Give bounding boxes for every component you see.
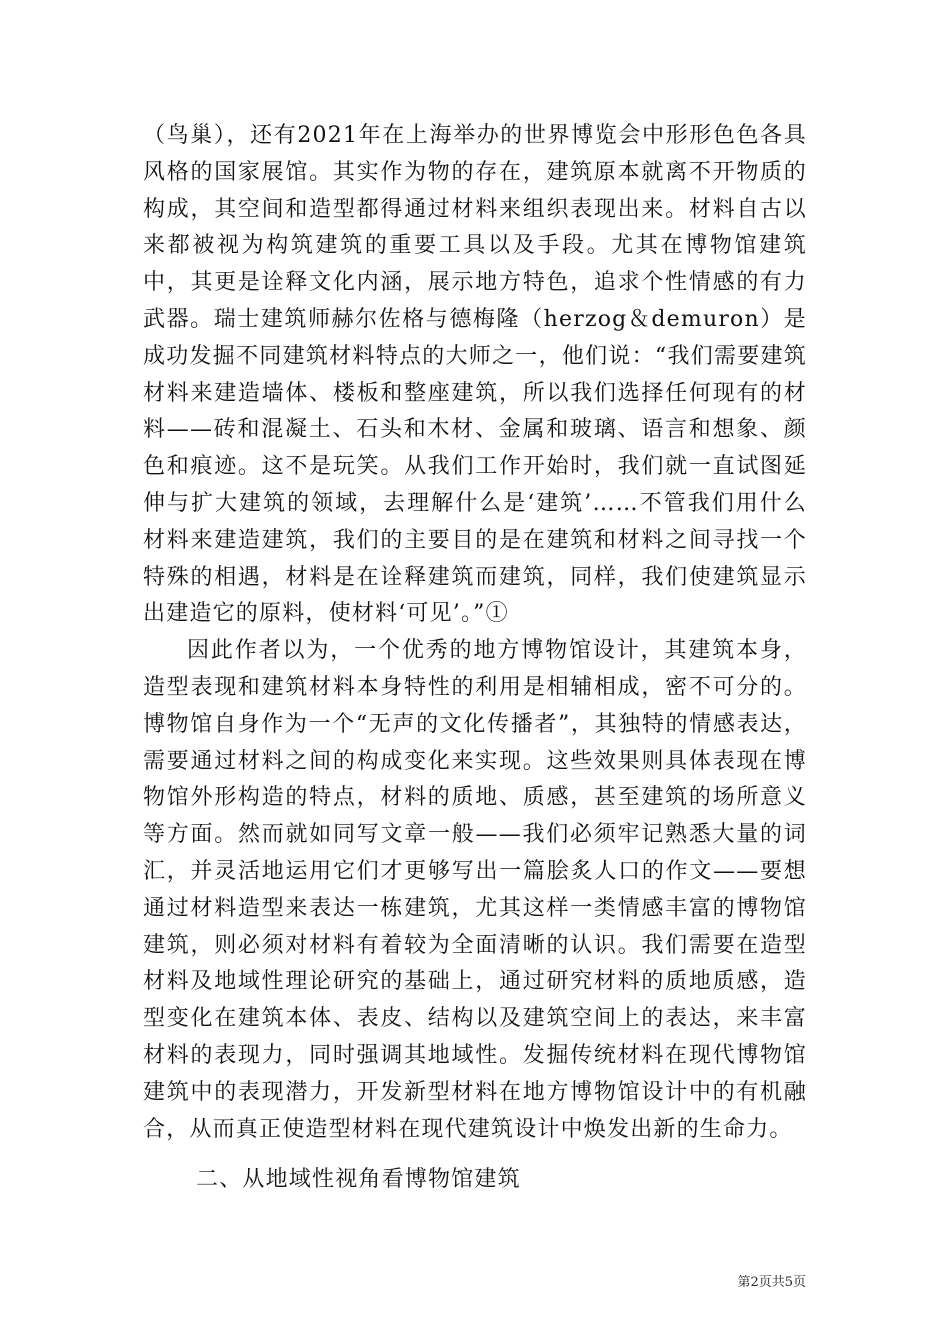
page-footer: 第2页共5页 [737, 1275, 806, 1290]
body-text [143, 118, 807, 1148]
paragraph-2: 因此作者以为，一个优秀的地方博物馆设计，其建筑本身，造型表现和建筑材料本身特性的利用是相辅相成，密不可分的。博物馆自身作为一个“无声的文化传播者”，其独特的情感表达，需要通过材料之间的构成变化来实现。这些效果则具体表现在博物馆外形构造的特点，材料的质地、质感，甚至建筑的场所意义等方面。然而就如同写文章一般——我们必须牢记熟悉大量的词汇，并灵活地运用它们才更够写出一篇脍炙人口的作文——要想通过材料造型来表达一栋建筑，尤其这样一类情感丰富的博物馆建筑，则必须对材料有着较为全面清晰的认识。我们需要在造型材料及地域性理论研究的基础上，通过研究材料的质地质感，造型变化在建筑本体、表皮、结构以及建筑空间上的表达，来丰富材料的表现力，同时强调其地域性。发掘传统材料在现代博物馆建筑中的表现潜力，开发新型材料在地方博物馆设计中的有机融合，从而真正使造型材料在现代建筑设计中焕发出新的生命力。 [143, 638, 807, 1142]
paragraph-1: （鸟巢），还有2021年在上海举办的世界博览会中形形色色各具风格的国家展馆。其实作为物的存在，建筑原本就离不开物质的构成，其空间和造型都得通过材料来组织表现出来。材料自古以来都被视为构筑建筑的重要工具以及手段。尤其在博物馆建筑中，其更是诠释文化内涵，展示地方特色，追求个性情感的有力武器。瑞士建筑师赫尔佐格与德梅隆（herzog＆demuron）是成功发掘不同建筑材料特点的大师之一，他们说：“我们需要建筑材料来建造墙体、楼板和整座建筑，所以我们选择任何现有的材料——砖和混凝土、石头和木材、金属和玻璃、语言和想象、颜色和痕迹。这不是玩笑。从我们工作开始时，我们就一直试图延伸与扩大建筑的领域，去理解什么是‘建筑’……不管我们用什么材料来建造建筑，我们的主要目的是在建筑和材料之间寻找一个特殊的相遇，材料是在诠释建筑而建筑，同样，我们使建筑显示出建造它的原料，使材料‘可见’。”① [143, 123, 807, 627]
section-heading: 二、从地域性视角看博物馆建筑 [196, 1167, 521, 1192]
